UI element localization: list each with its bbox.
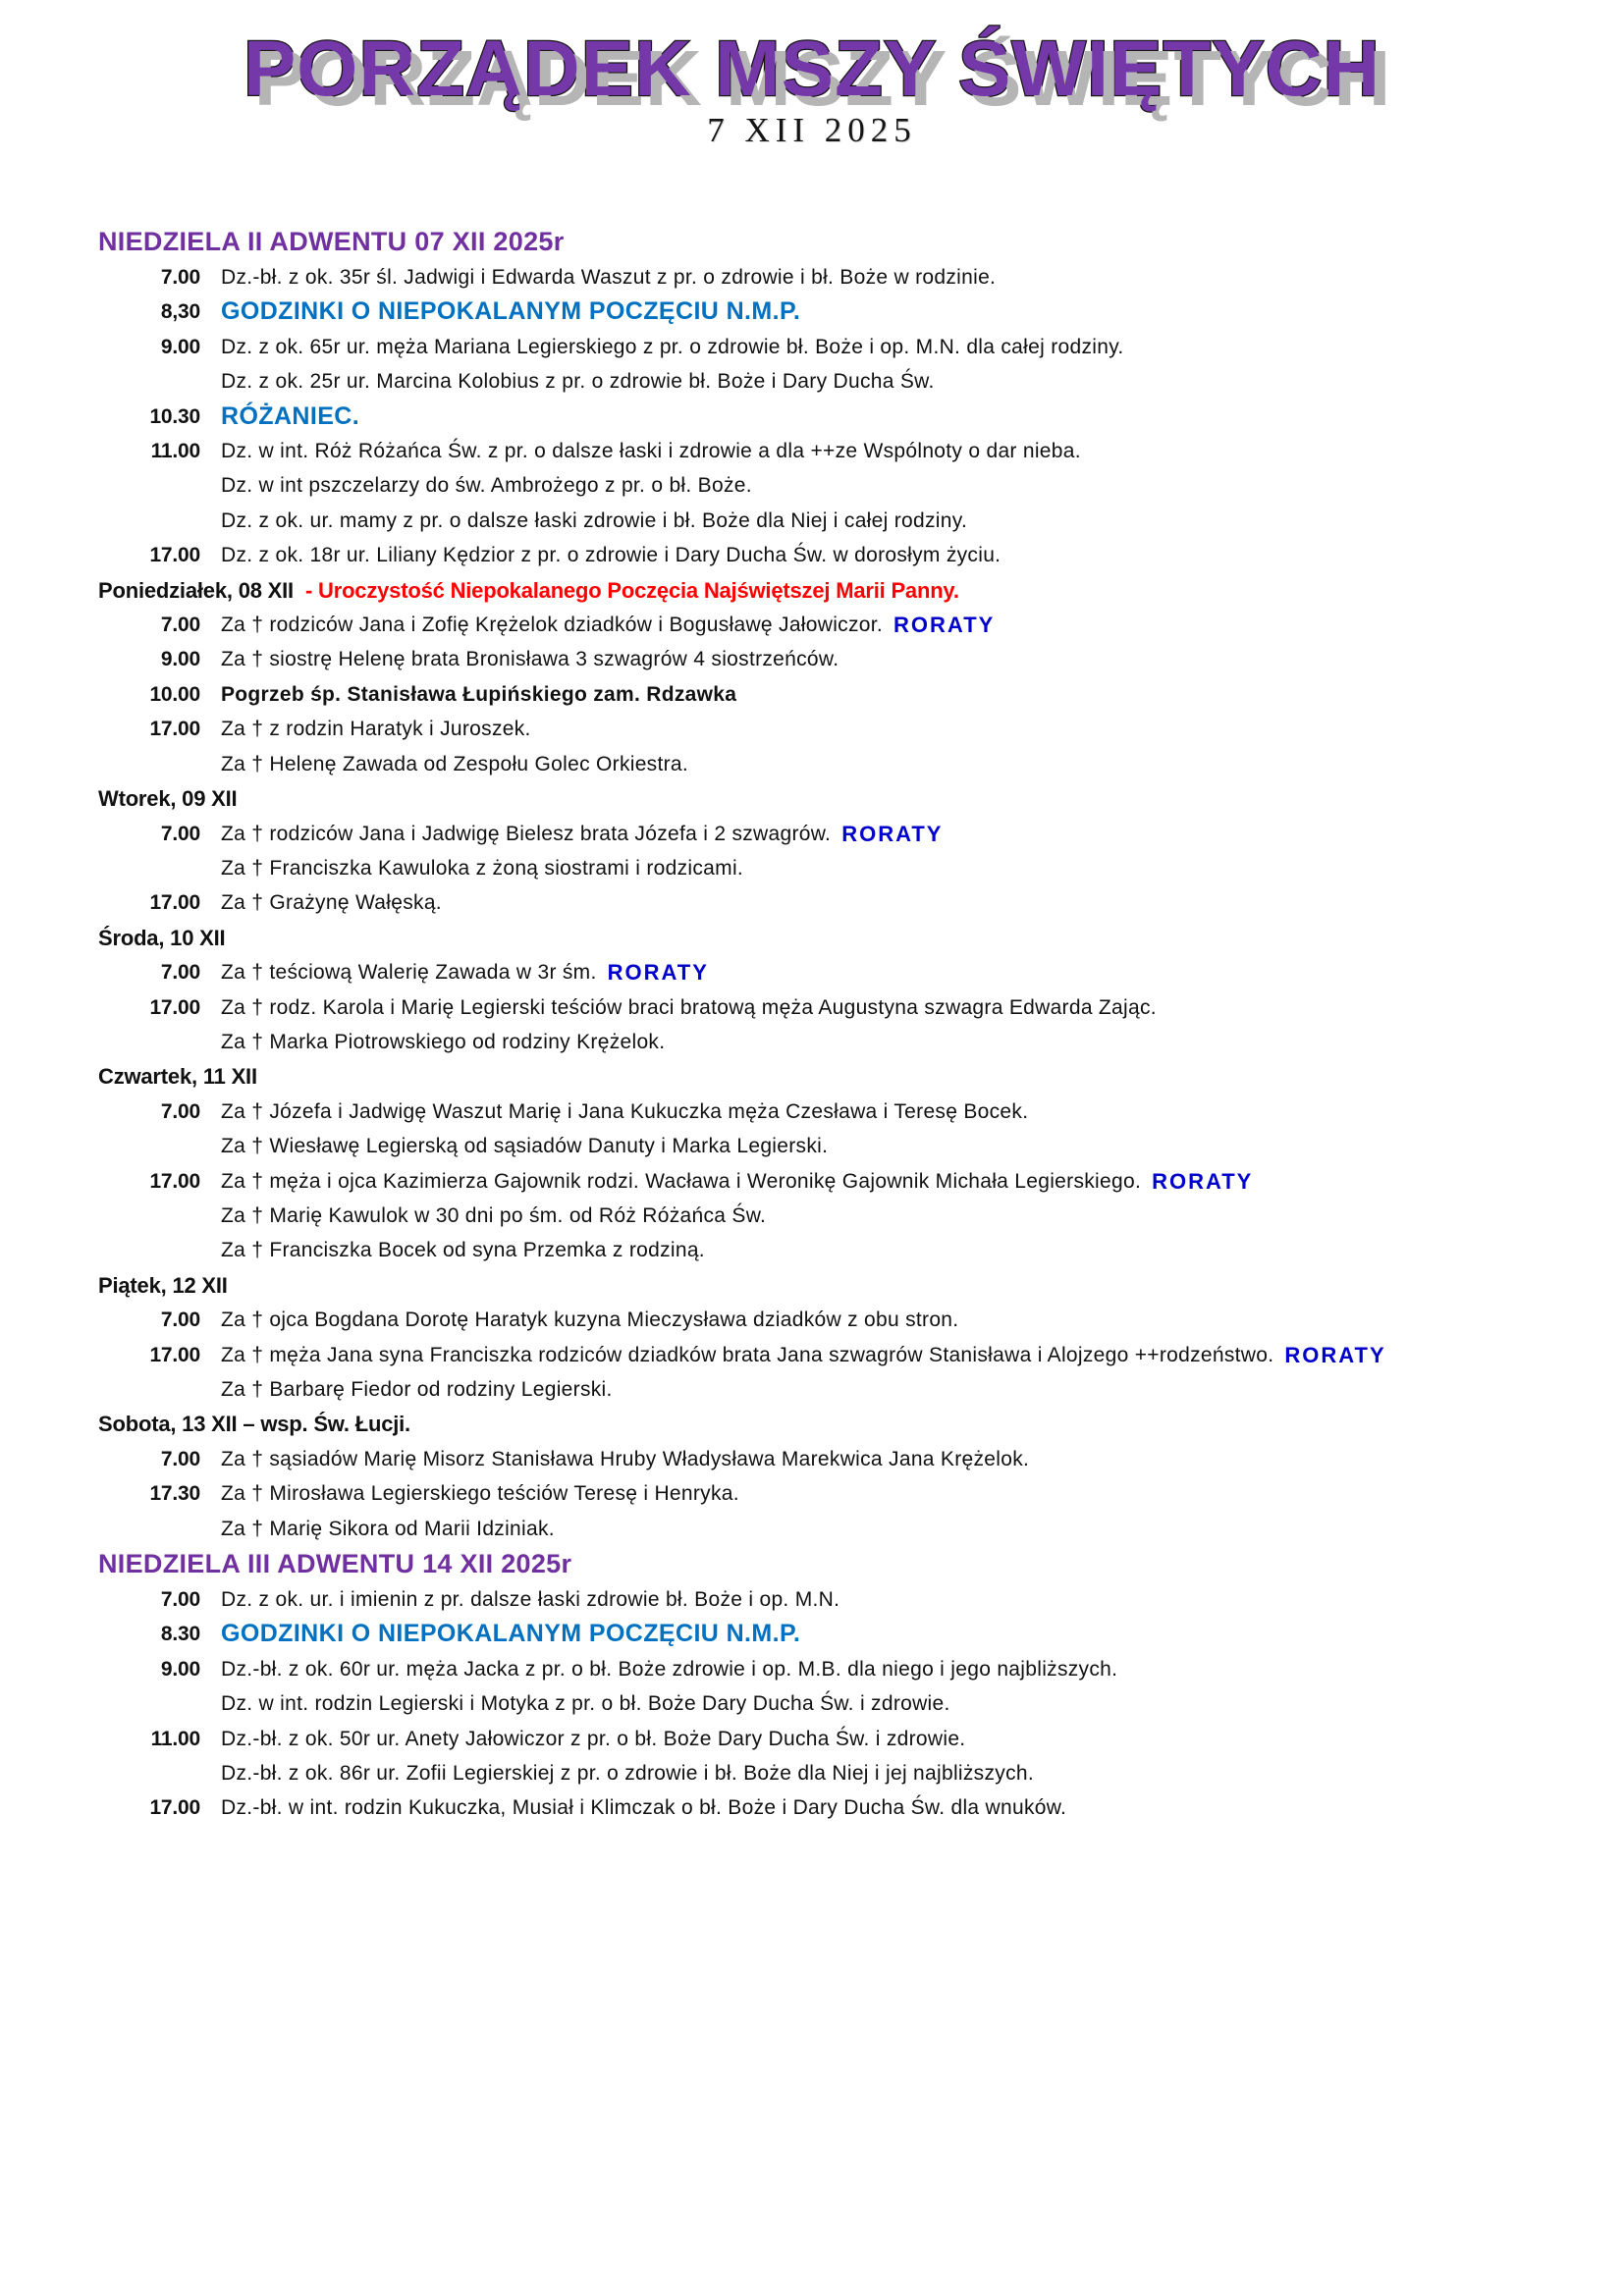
mass-time: 17.00: [149, 1169, 200, 1193]
schedule-row: [0, 677, 1624, 712]
mass-time: 17.00: [149, 544, 200, 567]
mass-time: 10.30: [149, 404, 200, 428]
section-header-label: NIEDZIELA III ADWENTU 14 XII 2025r: [98, 1549, 572, 1579]
schedule-row: [0, 1617, 1624, 1651]
mass-time: 7.00: [160, 1588, 200, 1612]
section-header: [0, 573, 1624, 608]
mass-time: [0, 468, 200, 503]
mass-intention: Dz. z ok. 18r ur. Liliany Kędzior z pr. o zdrowie i Dary Ducha Św. w dorosłym życiu.: [221, 544, 1001, 567]
mass-time: 17.00: [149, 718, 200, 741]
schedule-row: [0, 990, 1624, 1025]
schedule-row: [0, 294, 1624, 329]
schedule-row: [0, 885, 1624, 920]
section-header: [0, 224, 1624, 260]
mass-intention: Za † Barbarę Fiedor od rodziny Legierski.: [221, 1378, 613, 1401]
section-header-label: Środa, 10 XII: [98, 925, 226, 950]
mass-intention: Dz.-bł. z ok. 35r śl. Jadwigi i Edwarda Waszut z pr. o zdrowie i bł. Boże w rodzinie.: [221, 266, 997, 289]
mass-intention: Za † ojca Bogdana Dorotę Haratyk kuzyna Mieczysława dziadków z obu stron.: [221, 1308, 959, 1332]
mass-intention: Dz. z ok. ur. i imienin z pr. dalsze łaski zdrowie bł. Boże i op. M.N.: [221, 1588, 840, 1612]
schedule-section: [0, 781, 1624, 921]
mass-time: [0, 1372, 200, 1407]
schedule-section: [0, 1059, 1624, 1267]
mass-intention: Za † Mirosława Legierskiego teściów Teresę i Henryka.: [221, 1482, 739, 1506]
schedule-row: [0, 538, 1624, 572]
section-header-label: Piątek, 12 XII: [98, 1272, 228, 1298]
roraty-badge: RORATY: [841, 821, 944, 846]
mass-intention: Za † rodz. Karola i Marię Legierski teściów braci bratową męża Augustyna szwagra Edwarda Zając.: [221, 995, 1157, 1019]
mass-time: [0, 1512, 200, 1546]
mass-intention: RÓŻANIEC.: [221, 401, 360, 430]
schedule-section: [0, 573, 1624, 781]
schedule-row: [0, 1686, 1624, 1721]
schedule-row: [0, 1476, 1624, 1511]
schedule-row: [0, 1164, 1624, 1199]
mass-intention: Za † siostrę Helenę brata Bronisława 3 szwagrów 4 siostrzeńców.: [221, 648, 839, 671]
schedule-row: [0, 1442, 1624, 1476]
schedule-row: [0, 747, 1624, 781]
schedule-section: [0, 1407, 1624, 1546]
roraty-badge: RORATY: [1284, 1342, 1386, 1367]
section-header: [0, 1059, 1624, 1094]
schedule-row: [0, 1722, 1624, 1756]
schedule-row: [0, 504, 1624, 538]
mass-intention: Dz. z ok. 65r ur. męża Mariana Legierskiego z pr. o zdrowie bł. Boże i op. M.N. dla całej rodziny.: [221, 335, 1124, 358]
mass-intention: Za † Marię Kawulok w 30 dni po śm. od Róż Różańca Św.: [221, 1203, 767, 1227]
section-header: [0, 1268, 1624, 1303]
mass-intention: Za † Franciszka Bocek od syna Przemka z rodziną.: [221, 1239, 705, 1262]
mass-intention: Za † sąsiadów Marię Misorz Stanisława Hruby Władysława Marekwica Jana Krężelok.: [221, 1447, 1030, 1470]
schedule-row: [0, 468, 1624, 503]
mass-intention: GODZINKI O NIEPOKALANYM POCZĘCIU N.M.P.: [221, 1620, 801, 1648]
section-header-label: NIEDZIELA II ADWENTU 07 XII 2025r: [98, 227, 565, 256]
mass-time: 17.00: [149, 1796, 200, 1820]
mass-intention: Za † rodziców Jana i Jadwigę Bielesz brata Józefa i 2 szwagrów.: [221, 822, 832, 845]
schedule-row: [0, 817, 1624, 851]
document-date: 7 XII 2025: [707, 111, 917, 149]
mass-intention: Dz. z ok. ur. mamy z pr. o dalsze łaski zdrowie i bł. Boże dla Niej i całej rodziny.: [221, 508, 968, 532]
mass-intention: Za † Józefa i Jadwigę Waszut Marię i Jana Kukuczka męża Czesława i Teresę Bocek.: [221, 1099, 1029, 1123]
mass-time: [0, 364, 200, 399]
schedule-section: [0, 224, 1624, 573]
mass-time: [0, 747, 200, 781]
mass-time: [0, 1025, 200, 1059]
mass-time: 10.00: [149, 682, 200, 706]
masthead: [0, 25, 1624, 149]
mass-time: 8,30: [160, 300, 200, 324]
mass-time: 7.00: [160, 822, 200, 845]
section-header-label: Sobota, 13 XII – wsp. Św. Łucji.: [98, 1412, 410, 1437]
section-rows: [0, 608, 1624, 781]
section-header: [0, 1407, 1624, 1441]
mass-time: 17.30: [149, 1482, 200, 1506]
section-rows: [0, 1303, 1624, 1407]
mass-time: 9.00: [160, 335, 200, 358]
schedule-row: [0, 330, 1624, 364]
mass-time: [0, 1756, 200, 1790]
mass-time: 7.00: [160, 961, 200, 985]
mass-intention: Dz. w int. rodzin Legierski i Motyka z pr. o bł. Boże Dary Ducha Św. i zdrowie.: [221, 1692, 950, 1716]
schedule-row: [0, 1095, 1624, 1129]
section-header-label: Poniedziałek, 08 XII: [98, 577, 294, 603]
mass-time: 7.00: [160, 614, 200, 637]
section-header-label: Wtorek, 09 XII: [98, 786, 238, 812]
schedule-row: [0, 1129, 1624, 1163]
mass-intention: Dz. w int pszczelarzy do św. Ambrożego z pr. o bł. Boże.: [221, 474, 752, 498]
mass-intention: Za † męża Jana syna Franciszka rodziców dziadków brata Jana szwagrów Stanisława i Alojzego ++rodzeństwo.: [221, 1343, 1274, 1366]
mass-time: 7.00: [160, 1308, 200, 1332]
schedule-row: [0, 642, 1624, 676]
mass-time: 9.00: [160, 648, 200, 671]
mass-intention: Za † rodziców Jana i Zofię Krężelok dziadków i Bogusławę Jałowiczor.: [221, 614, 884, 637]
mass-intention: Dz.-bł. z ok. 86r ur. Zofii Legierskiej z pr. o zdrowie i bł. Boże dla Niej i jej najbliższych.: [221, 1762, 1034, 1786]
section-rows: [0, 1442, 1624, 1546]
schedule-row: [0, 608, 1624, 642]
mass-intention: Za † Marię Sikora od Marii Idziniak.: [221, 1517, 555, 1540]
mass-time: 11.00: [150, 440, 200, 463]
schedule-row: [0, 1303, 1624, 1337]
schedule-row: [0, 1652, 1624, 1686]
mass-time: 17.00: [149, 891, 200, 915]
schedule-row: [0, 400, 1624, 434]
mass-time: 7.00: [160, 266, 200, 289]
roraty-badge: RORATY: [1152, 1168, 1254, 1194]
schedule: [0, 224, 1624, 1826]
schedule-row: [0, 1199, 1624, 1233]
schedule-row: [0, 1512, 1624, 1546]
schedule-row: [0, 1372, 1624, 1407]
feast-note: - Uroczystość Niepokalanego Poczęcia Najświętszej Marii Panny.: [304, 577, 959, 603]
mass-intention: Dz.-bł. w int. rodzin Kukuczka, Musiał i Klimczak o bł. Boże i Dary Ducha Św. dla wnuków.: [221, 1796, 1067, 1820]
schedule-row: [0, 1338, 1624, 1372]
mass-intention: Za † Helenę Zawada od Zespołu Golec Orkiestra.: [221, 752, 689, 775]
schedule-row: [0, 955, 1624, 989]
schedule-section: [0, 1546, 1624, 1826]
mass-intention: Za † Grażynę Wałęską.: [221, 891, 442, 915]
mass-time: [0, 504, 200, 538]
mass-intention: Dz.-bł. z ok. 60r ur. męża Jacka z pr. o bł. Boże zdrowie i op. M.B. dla niego i jego najbliższych.: [221, 1657, 1118, 1681]
mass-intention: Za † Franciszka Kawuloka z żoną siostrami i rodzicami.: [221, 856, 744, 880]
mass-time: 17.00: [149, 1343, 200, 1366]
schedule-row: [0, 434, 1624, 468]
schedule-row: [0, 1233, 1624, 1267]
schedule-section: [0, 1268, 1624, 1408]
schedule-row: [0, 712, 1624, 746]
section-rows: [0, 1582, 1624, 1826]
schedule-row: [0, 1790, 1624, 1825]
mass-time: [0, 851, 200, 885]
schedule-row: [0, 851, 1624, 885]
schedule-row: [0, 260, 1624, 294]
section-rows: [0, 260, 1624, 573]
mass-intention: Dz. z ok. 25r ur. Marcina Kolobius z pr. o zdrowie bł. Boże i Dary Ducha Św.: [221, 370, 935, 394]
section-header: [0, 1546, 1624, 1582]
roraty-badge: RORATY: [607, 960, 709, 986]
roraty-badge: RORATY: [893, 613, 996, 638]
section-rows: [0, 1095, 1624, 1268]
mass-intention: Za † z rodzin Haratyk i Juroszek.: [221, 718, 531, 741]
mass-time: 11.00: [150, 1727, 200, 1750]
section-header-label: Czwartek, 11 XII: [98, 1064, 257, 1090]
mass-intention: Za † Marka Piotrowskiego od rodziny Krężelok.: [221, 1030, 666, 1053]
mass-time: 9.00: [160, 1657, 200, 1681]
mass-intention: Za † teściową Walerię Zawada w 3r śm.: [221, 961, 597, 985]
section-rows: [0, 955, 1624, 1059]
schedule-row: [0, 1025, 1624, 1059]
mass-time: [0, 1129, 200, 1163]
mass-intention: Za † męża i ojca Kazimierza Gajownik rodzi. Wacława i Weronikę Gajownik Michała Legierskiego.: [221, 1169, 1142, 1193]
schedule-row: [0, 1582, 1624, 1617]
section-rows: [0, 817, 1624, 921]
schedule-row: [0, 1756, 1624, 1790]
section-header: [0, 921, 1624, 955]
mass-time: [0, 1233, 200, 1267]
mass-intention: Dz.-bł. z ok. 50r ur. Anety Jałowiczor z pr. o bł. Boże Dary Ducha Św. i zdrowie.: [221, 1727, 966, 1750]
mass-time: 17.00: [149, 995, 200, 1019]
schedule-section: [0, 921, 1624, 1060]
mass-intention: GODZINKI O NIEPOKALANYM POCZĘCIU N.M.P.: [221, 297, 801, 326]
section-header: [0, 781, 1624, 816]
mass-time: [0, 1686, 200, 1721]
mass-time: 8.30: [160, 1623, 200, 1646]
mass-time: 7.00: [160, 1099, 200, 1123]
mass-intention: Dz. w int. Róż Różańca Św. z pr. o dalsze łaski i zdrowie a dla ++ze Wspólnoty o dar nieba.: [221, 440, 1081, 463]
mass-time: [0, 1199, 200, 1233]
mass-time: 7.00: [160, 1447, 200, 1470]
mass-intention: Za † Wiesławę Legierską od sąsiadów Danuty i Marka Legierski.: [221, 1135, 829, 1158]
schedule-row: [0, 364, 1624, 399]
document-title: PORZĄDEK MSZY ŚWIĘTYCH: [243, 25, 1381, 112]
mass-intention: Pogrzeb śp. Stanisława Łupińskiego zam. Rdzawka: [221, 682, 737, 706]
